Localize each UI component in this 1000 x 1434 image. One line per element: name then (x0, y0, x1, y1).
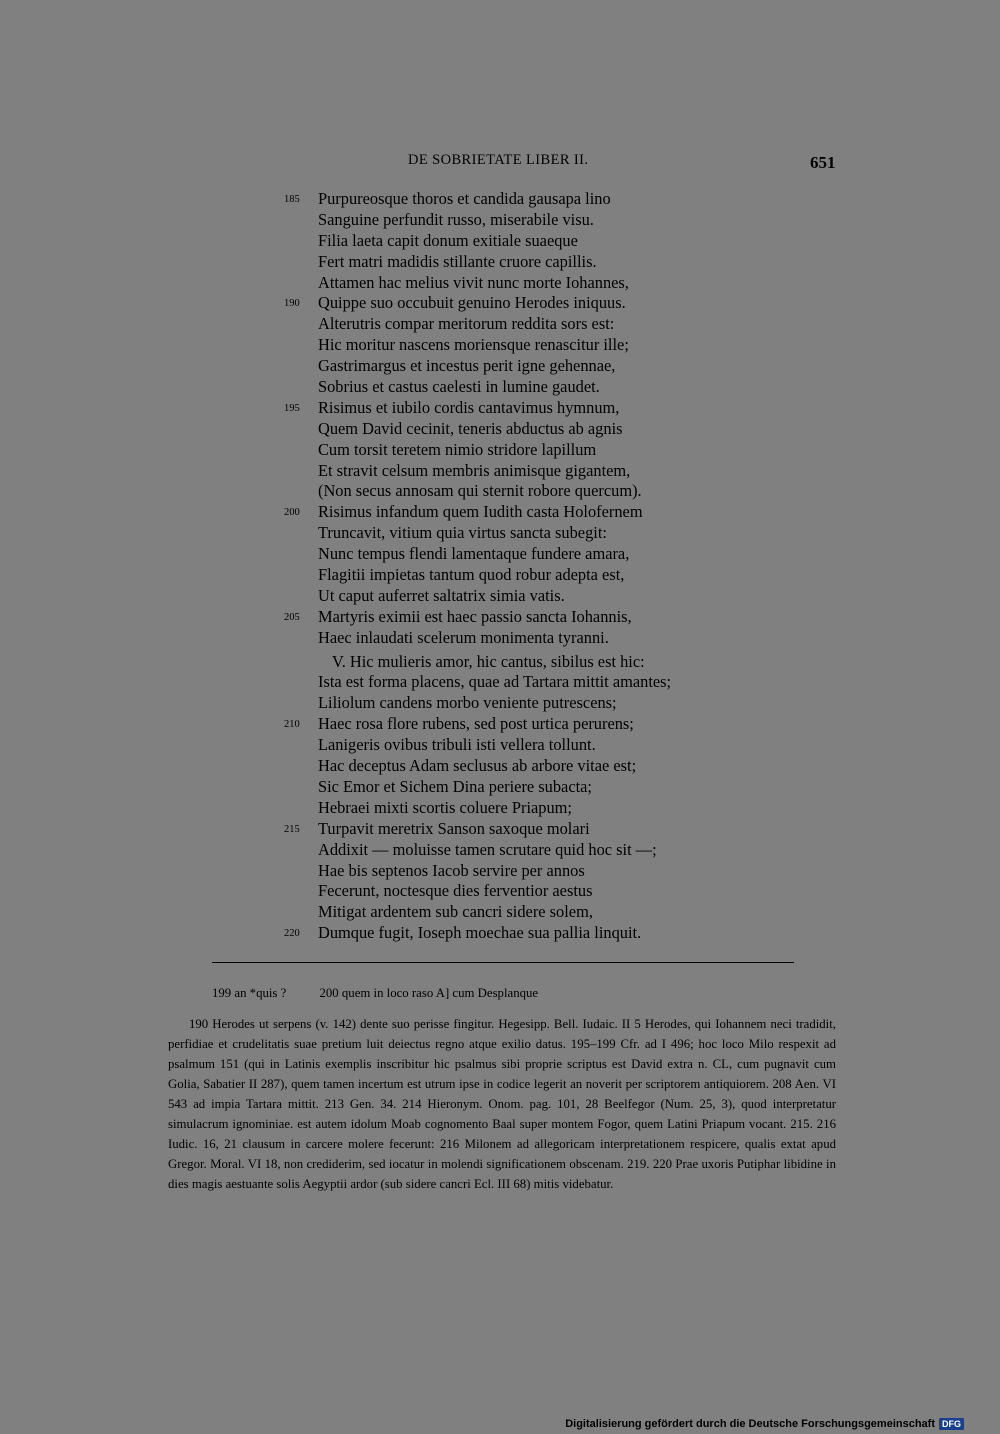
verse-line (0, 881, 1000, 902)
verse-text: Purpureosque thoros et candida gausapa lino (318, 189, 611, 208)
verse-line (0, 735, 1000, 756)
verse-line (0, 693, 1000, 714)
commentary-paragraph: 190 Herodes ut serpens (v. 142) dente suo perisse fingitur. Hegesipp. Bell. Iudaic. II 5 Herodes, qui Iohannem neci tradidit, perfidiae et crudelitatis suae pretium luit deiectus regno atque exilio datus. 195–199 Cfr. ad I 496; hoc loco Milo respexit ad psalmum 151 (qui in Latinis exemplis inscribitur hic psalmus sibi proprie scriptus est David extra n. CL, cum pugnavit cum Golia, Sabatier II 287), quem tamen incertum est utrum ipse in codice legerit an noverit per scriptorem antiquiorem. 208 Aen. VI 543 ad impia Tartara mittit. 213 Gen. 34. 214 Hieronym. Onom. pag. 101, 28 Beelfegor (Num. 25, 3), quod interpretatur simulacrum ignominiae. est autem idolum Moab cognomento Baal super montem Fogor, quem Latini Priapum vocant. 215. 216 Iudic. 16, 21 clausum in carcere molere fecerunt: 216 Milonem ad allegoricam interpretationem respicere, qualis extat apud Gregor. Moral. VI 18, non crediderim, sed iocatur in molendi significationem obscenam. 219. 220 Prae uxoris Putiphar libidine in dies magis aestuante solis Aegyptii ardor (sub sidere cancri Ecl. III 68) mitis videbatur. (168, 1017, 836, 1191)
verse-text: Alterutris compar meritorum reddita sors est: (318, 314, 615, 334)
line-number: 215 (284, 823, 300, 835)
verse-text: Martyris eximii est haec passio sancta Iohannis, (318, 606, 632, 626)
verse-line (0, 861, 1000, 882)
verse-line (0, 189, 1000, 210)
verse-text: Sic Emor et Sichem Dina periere subacta; (318, 776, 592, 796)
verse-line (0, 273, 1000, 294)
line-number: 195 (284, 402, 300, 414)
verse-text: Ut caput auferret saltatrix simia vatis. (318, 585, 565, 605)
verse-line (0, 607, 1000, 628)
verse-line (0, 231, 1000, 252)
variant-note: 200 quem in loco raso A] cum Desplanque (319, 986, 539, 1000)
line-number: 190 (284, 298, 300, 310)
verse-line (0, 714, 1000, 735)
verse-text: Filia laeta capit donum exitiale suaeque (318, 230, 578, 250)
verse-text: Fecerunt, noctesque dies ferventior aestus (318, 881, 593, 901)
verse-line (0, 586, 1000, 607)
verse-text: Risimus infandum quem Iudith casta Holofernem (318, 502, 643, 522)
verse-text: Hebraei mixti scortis coluere Priapum; (318, 797, 572, 817)
verse-text: Hac deceptus Adam seclusus ab arbore vitae est; (318, 756, 637, 776)
verse-line (0, 335, 1000, 356)
line-number: 200 (284, 507, 300, 519)
verse-line (0, 252, 1000, 273)
verse-text: Sobrius et castus caelesti in lumine gaudet. (318, 377, 600, 397)
dfg-logo: DFG (939, 1418, 964, 1430)
verse-line (0, 777, 1000, 798)
verse-line (0, 544, 1000, 565)
verse-line (0, 356, 1000, 377)
verse-line (0, 377, 1000, 398)
verse-text: Risimus et iubilo cordis cantavimus hymnum, (318, 397, 620, 417)
verse-text: V. Hic mulieris amor, hic cantus, sibilus est hic: (332, 651, 645, 671)
verse-text: Cum torsit teretem nimio stridore lapillum (318, 439, 597, 459)
verse-text: Turpavit meretrix Sanson saxoque molari (318, 818, 590, 838)
verse-text: Sanguine perfundit russo, miserabile visu. (318, 209, 594, 229)
line-number: 205 (284, 611, 300, 623)
verse-text: Flagitii impietas tantum quod robur adepta est, (318, 565, 625, 585)
verse-text: Haec inlaudati scelerum monimenta tyranni. (318, 627, 609, 647)
verse-line (0, 840, 1000, 861)
credit-text: Digitalisierung gefördert durch die Deutsche Forschungsgemeinschaft (565, 1418, 935, 1430)
verse-line (0, 440, 1000, 461)
verse-text: Gastrimargus et incestus perit igne gehennae, (318, 356, 616, 376)
verse-text: Et stravit celsum membris animisque gigantem, (318, 460, 631, 480)
verse-text: Hic moritur nascens moriensque renascitur ille; (318, 335, 629, 355)
verse-line (0, 652, 1000, 673)
verse-text: Truncavit, vitium quia virtus sancta subegit: (318, 523, 607, 543)
verse-line (0, 481, 1000, 502)
verse-text: Fert matri madidis stillante cruore capillis. (318, 251, 597, 271)
commentary-notes (168, 1014, 836, 1194)
running-title: DE SOBRIETATE LIBER II. (408, 152, 589, 168)
verse-text: Dumque fugit, Ioseph moechae sua pallia linquit. (318, 923, 642, 943)
verse-line (0, 798, 1000, 819)
verse-text: Nunc tempus flendi lamentaque fundere amara, (318, 544, 630, 564)
verse-text: Attamen hac melius vivit nunc morte Iohannes, (318, 272, 629, 292)
verse-text: Quippe suo occubuit genuino Herodes iniquus. (318, 293, 626, 313)
verse-text: Mitigat ardentem sub cancri sidere solem, (318, 902, 593, 922)
verse-line (0, 502, 1000, 523)
verse-line (0, 398, 1000, 419)
line-number: 185 (284, 194, 300, 205)
page-number: 651 (810, 153, 836, 172)
verse-line (0, 419, 1000, 440)
verse-line (0, 672, 1000, 693)
digitization-credit (565, 1418, 964, 1430)
verse-line (0, 819, 1000, 840)
verse-line (0, 565, 1000, 586)
verse-text: Haec rosa flore rubens, sed post urtica perurens; (318, 714, 634, 734)
verse-line (0, 314, 1000, 335)
verse-line (0, 902, 1000, 923)
verse-text: Ista est forma placens, quae ad Tartara mittit amantes; (318, 672, 672, 692)
verse-text: Liliolum candens morbo veniente putrescens; (318, 693, 617, 713)
verse-line (0, 628, 1000, 649)
verse-line (0, 210, 1000, 231)
line-number: 210 (284, 719, 300, 731)
line-number: 220 (284, 928, 300, 940)
verse-text: (Non secus annosam qui sternit robore quercum). (318, 481, 642, 501)
verse-text: Addixit — moluisse tamen scrutare quid hoc sit —; (318, 839, 657, 859)
verse-line (0, 461, 1000, 482)
verse-line (0, 523, 1000, 544)
footnote-divider (212, 962, 794, 963)
verse-block (0, 189, 1000, 944)
critical-apparatus (212, 986, 568, 1001)
verse-text: Quem David cecinit, teneris abductus ab agnis (318, 418, 623, 438)
verse-line (0, 293, 1000, 314)
verse-text: Hae bis septenos Iacob servire per annos (318, 860, 585, 880)
verse-text: Lanigeris ovibus tribuli isti vellera tollunt. (318, 735, 596, 755)
verse-line (0, 923, 1000, 944)
verse-line (0, 756, 1000, 777)
variant-note: 199 an *quis ? (212, 986, 287, 1000)
